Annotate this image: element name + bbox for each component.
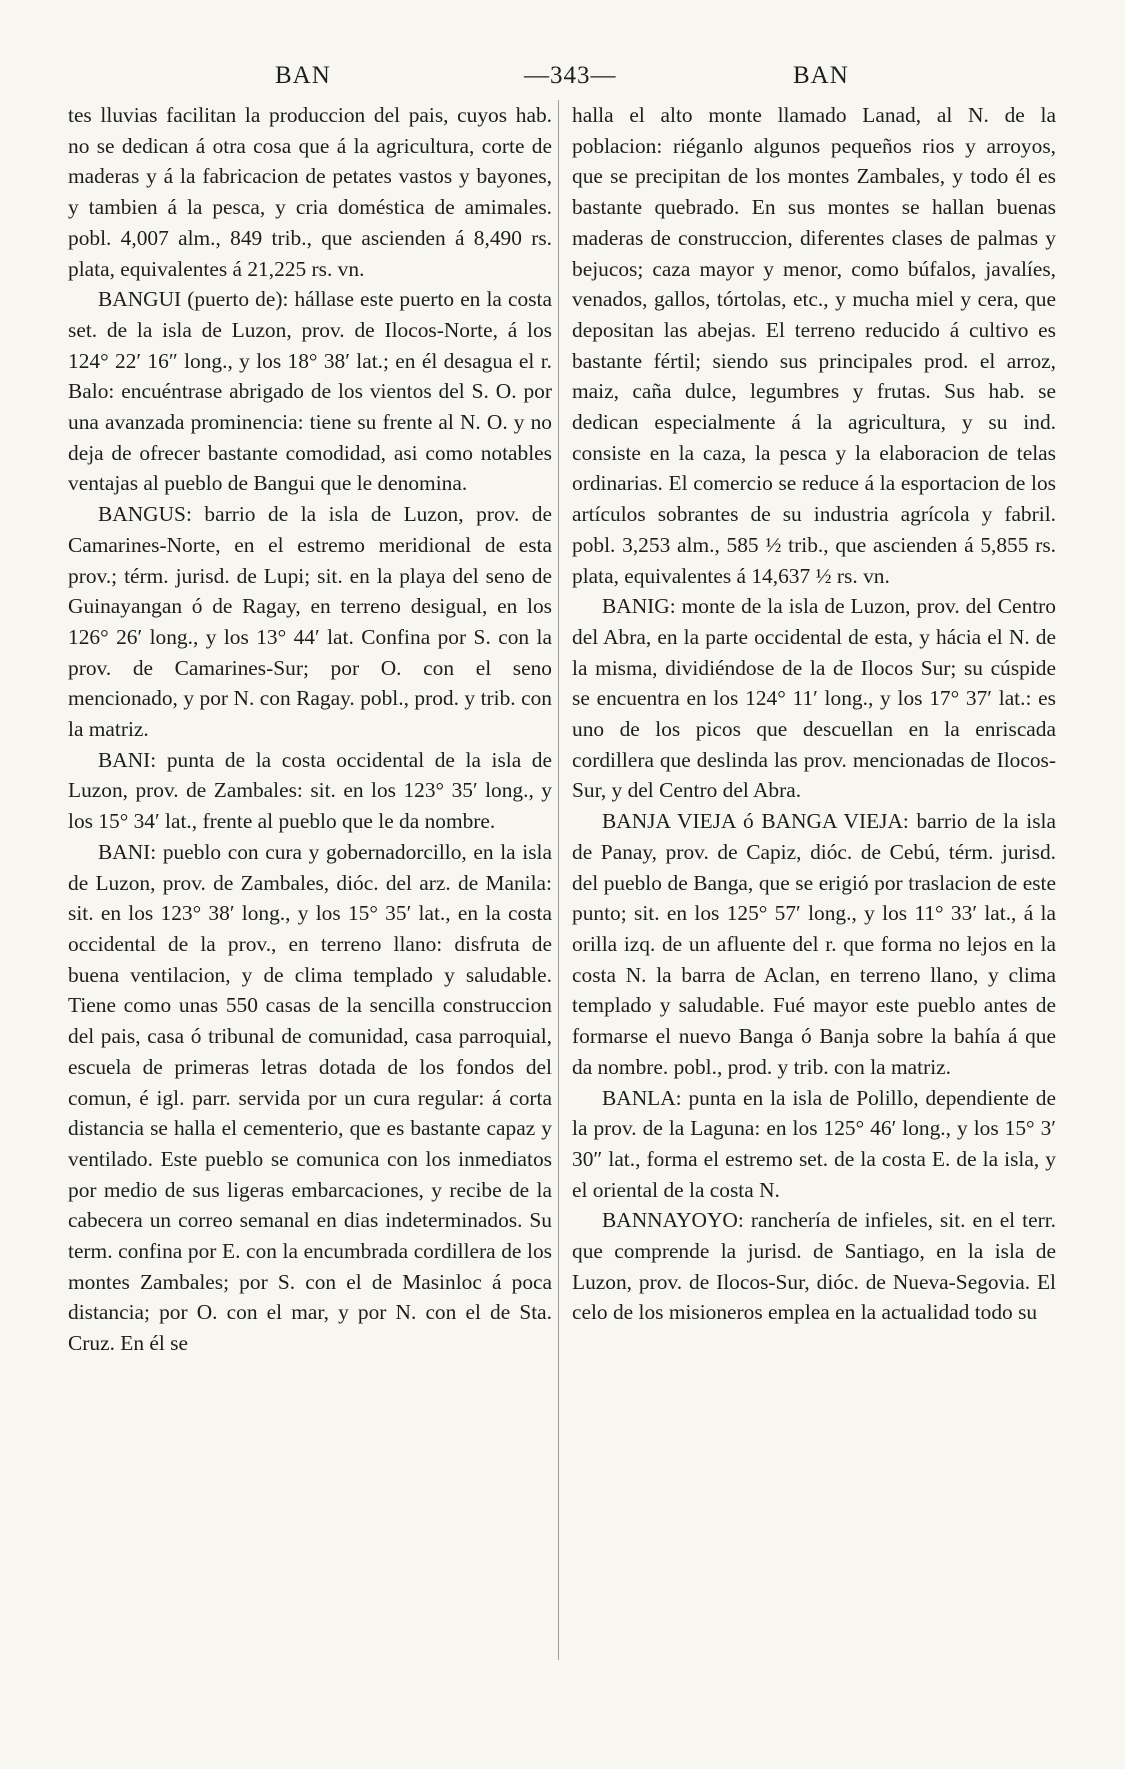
running-header [0,62,1125,98]
paragraph-continuation-right: halla el alto monte llamado Lanad, al N. de la poblacion: riéganlo algunos pequeños rios y arroyos, que se precipitan de los montes Zambales, y todo él es bastante quebrado. En sus montes se hallan buenas maderas de construccion, diferentes clases de palmas y bejucos; caza mayor y menor, como búfalos, javalíes, venados, gallos, tórtolas, etc., y mucha miel y cera, que depositan las abejas. El terreno reducido á cultivo es bastante fértil; siendo sus principales prod. el arroz, maiz, caña dulce, legumbres y frutas. Sus hab. se dedican especialmente á la agricultura, y su ind. consiste en la caza, la pesca y la elaboracion de telas ordinarias. El comercio se reduce á la esportacion de los artículos sobrantes de su industria agrícola y fabril. pobl. 3,253 alm., 585 ½ trib., que ascienden á 5,855 rs. plata, equivalentes á 14,637 ½ rs. vn. [572,103,1056,588]
header-right-word: BAN [793,62,849,89]
entry-bani-punta: BANI: punta de la costa occidental de la isla de Luzon, prov. de Zambales: sit. en los 123° 35′ long., y los 15° 34′ lat., frente al pueblo que le da nombre. [68,747,552,834]
entry-banig: BANIG: monte de la isla de Luzon, prov. del Centro del Abra, en la parte occidental de esta, y hácia el N. de la misma, dividiéndose de la de Ilocos Sur; su cúspide se encuentra en los 124° 11′ long., y los 17° 37′ lat.: es uno de los picos que descuellan en la enriscada cordillera que deslinda las prov. mencionadas de Ilocos-Sur, y del Centro del Abra. [572,594,1056,803]
entry-banla: BANLA: punta en la isla de Polillo, dependiente de la prov. de la Laguna: en los 125° 46′ long., y los 15° 3′ 30″ lat., forma el estremo set. de la costa E. de la isla, y el oriental de la costa N. [572,1085,1056,1202]
entry-banja-vieja: BANJA VIEJA ó BANGA VIEJA: barrio de la isla de Panay, prov. de Capiz, dióc. de Cebú, térm. jurisd. del pueblo de Banga, que se erigió por traslacion de este punto; sit. en los 125° 57′ long., y los 11° 33′ lat., á la orilla izq. de un afluente del r. que forma no lejos en la costa N. la barra de Aclan, en terreno llano, y clima templado y saludable. Fué mayor este pueblo antes de formarse el nuevo Banga ó Banja sobre la bahía á que da nombre. pobl., prod. y trib. con la matriz. [572,809,1056,1079]
entry-bannayoyo: BANNAYOYO: ranchería de infieles, sit. en el terr. que comprende la jurisd. de Santiago, en la isla de Luzon, prov. de Ilocos-Sur, dióc. de Nueva-Segovia. El celo de los misioneros emplea en la actualidad todo su [572,1208,1056,1325]
entry-bangui: BANGUI (puerto de): hállase este puerto en la costa set. de la isla de Luzon, prov. de Ilocos-Norte, á los 124° 22′ 16″ long., y los 18° 38′ lat.; en él desagua el r. Balo: encuéntrase abrigado de los vientos del S. O. por una avanzada prominencia: tiene su frente al N. O. y no deja de ofrecer bastante comodidad, asi como notables ventajas al pueblo de Bangui que le denomina. [68,287,552,496]
page-number: —343— [524,62,617,89]
column-divider [558,100,559,1660]
right-column [572,100,1056,1328]
entry-bangus: BANGUS: barrio de la isla de Luzon, prov. de Camarines-Norte, en el estremo meridional de esta prov.; térm. jurisd. de Lupi; sit. en la playa del seno de Guinayangan ó de Ragay, en terreno desigual, en los 126° 26′ long., y los 13° 44′ lat. Confina por S. con la prov. de Camarines-Sur; por O. con el seno mencionado, y por N. con Ragay. pobl., prod. y trib. con la matriz. [68,502,552,742]
paragraph-continuation: tes lluvias facilitan la produccion del pais, cuyos hab. no se dedican á otra cosa que á la agricultura, corte de maderas y á la fabricacion de petates vastos y bayones, y tambien á la pesca, y cria doméstica de amimales. pobl. 4,007 alm., 849 trib., que ascienden á 8,490 rs. plata, equivalentes á 21,225 rs. vn. [68,103,552,281]
entry-bani-pueblo: BANI: pueblo con cura y gobernadorcillo, en la isla de Luzon, prov. de Zambales, dióc. del arz. de Manila: sit. en los 123° 38′ long., y los 15° 35′ lat., en la costa occidental de la prov., en terreno llano: disfruta de buena ventilacion, y de clima templado y saludable. Tiene como unas 550 casas de la sencilla construccion del pais, casa ó tribunal de comunidad, casa parroquial, escuela de primeras letras dotada de los fondos del comun, é igl. parr. servida por un cura regular: á corta distancia se halla el cementerio, que es bastante capaz y ventilado. Este pueblo se comunica con los inmediatos por medio de sus ligeras embarcaciones, y recibe de la cabecera un correo semanal en dias indeterminados. Su term. confina por E. con la encumbrada cordillera de los montes Zambales; por S. con el de Masinloc á poca distancia; por O. con el mar, y por N. con el de Sta. Cruz. En él se [68,839,552,1356]
left-column [68,100,552,1359]
header-left-word: BAN [275,62,331,89]
